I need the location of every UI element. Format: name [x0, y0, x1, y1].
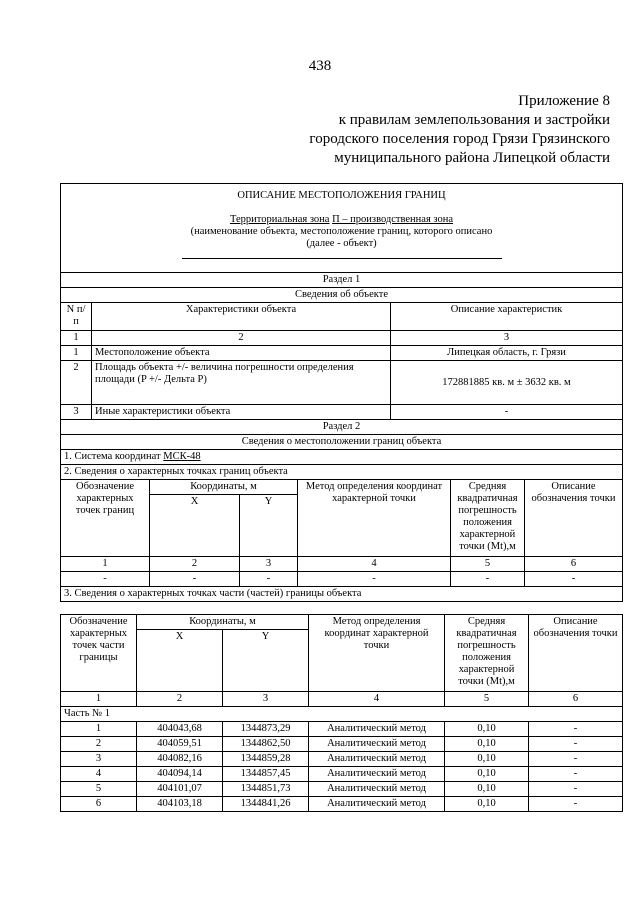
point-error: 0,10 [445, 767, 529, 782]
section1-title: Сведения об объекте [61, 288, 623, 303]
empty-cell: - [298, 572, 451, 587]
col-coords-header: Координаты, м [137, 615, 309, 630]
point-description: - [529, 782, 623, 797]
point-number: 3 [61, 752, 137, 767]
point-method: Аналитический метод [309, 722, 445, 737]
point-method: Аналитический метод [309, 797, 445, 812]
table-row [61, 361, 623, 405]
point-y: 1344859,28 [223, 752, 309, 767]
zone-line [64, 214, 619, 226]
point-number: 5 [61, 782, 137, 797]
point-x: 404059,51 [137, 737, 223, 752]
section2-title: Сведения о местоположении границ объекта [61, 435, 623, 450]
col-num: 5 [451, 557, 525, 572]
characteristic-value: Липецкая область, г. Грязи [391, 346, 623, 361]
point-error: 0,10 [445, 737, 529, 752]
section1-label: Раздел 1 [61, 273, 623, 288]
col-x-header: X [150, 495, 240, 557]
part-label: Часть № 1 [61, 707, 623, 722]
point-number: 1 [61, 722, 137, 737]
col-point-desc-header: Описание обозначения точки [529, 615, 623, 692]
point-x: 404082,16 [137, 752, 223, 767]
col-y-header: Y [223, 630, 309, 692]
coord-system-prefix: 1. Система координат [64, 451, 161, 462]
point-error: 0,10 [445, 722, 529, 737]
row-number: 3 [61, 405, 92, 420]
col-num: 1 [61, 331, 92, 346]
row-number: 1 [61, 346, 92, 361]
point-number: 6 [61, 797, 137, 812]
point-method: Аналитический метод [309, 752, 445, 767]
col-num: 1 [61, 692, 137, 707]
col-num: 1 [61, 557, 150, 572]
table-row [61, 346, 623, 361]
col-point-desc-header: Описание обозначения точки [525, 480, 623, 557]
zone-name: П – производственная зона [332, 214, 454, 225]
document-title: ОПИСАНИЕ МЕСТОПОЛОЖЕНИЯ ГРАНИЦ [237, 190, 446, 201]
col-characteristic-header: Характеристики объекта [92, 303, 391, 331]
point-number: 4 [61, 767, 137, 782]
table-row [61, 767, 623, 782]
empty-cell: - [525, 572, 623, 587]
point-description: - [529, 737, 623, 752]
point-description: - [529, 797, 623, 812]
col-num: 6 [525, 557, 623, 572]
parts-points-table [60, 614, 623, 812]
parts-subtitle: 3. Сведения о характерных точках части (частей) границы объекта [61, 587, 623, 602]
col-num: 2 [92, 331, 391, 346]
point-x: 404101,07 [137, 782, 223, 797]
appendix-line: к правилам землепользования и застройки [338, 112, 610, 128]
coord-system-line [61, 450, 623, 465]
col-method-header: Метод определения координат характерной точки [309, 615, 445, 692]
characteristic-value: - [391, 405, 623, 420]
col-num: 5 [445, 692, 529, 707]
col-num: 2 [150, 557, 240, 572]
characteristic-name: Иные характеристики объекта [92, 405, 391, 420]
table-row [61, 782, 623, 797]
underline-divider [182, 258, 502, 259]
empty-cell: - [150, 572, 240, 587]
page-number: 438 [308, 58, 332, 74]
point-description: - [529, 767, 623, 782]
empty-cell: - [451, 572, 525, 587]
col-coords-header: Координаты, м [150, 480, 298, 495]
coord-system-value: МСК-48 [163, 451, 201, 462]
col-designation-header: Обозначение характерных точек части границы [61, 615, 137, 692]
col-error-header: Средняя квадратичная погрешность положения характерной точки (Mt),м [445, 615, 529, 692]
point-error: 0,10 [445, 797, 529, 812]
point-y: 1344873,29 [223, 722, 309, 737]
point-x: 404103,18 [137, 797, 223, 812]
point-error: 0,10 [445, 752, 529, 767]
col-description-header: Описание характеристик [391, 303, 623, 331]
point-error: 0,10 [445, 782, 529, 797]
col-error-header: Средняя квадратичная погрешность положения характерной точки (Mt),м [451, 480, 525, 557]
table-row [61, 405, 623, 420]
col-num: 6 [529, 692, 623, 707]
row-number: 2 [61, 361, 92, 405]
characteristic-name: Местоположение объекта [92, 346, 391, 361]
point-y: 1344857,45 [223, 767, 309, 782]
point-number: 2 [61, 737, 137, 752]
col-num: 3 [240, 557, 298, 572]
point-description: - [529, 722, 623, 737]
point-x: 404094,14 [137, 767, 223, 782]
point-method: Аналитический метод [309, 767, 445, 782]
col-x-header: X [137, 630, 223, 692]
characteristic-name: Площадь объекта +/- величина погрешности определения площади (P +/- Дельта P) [92, 361, 391, 405]
appendix-title: Приложение 8 [518, 93, 610, 109]
col-method-header: Метод определения координат характерной точки [298, 480, 451, 557]
header-subtitle: (далее - объект) [306, 238, 377, 249]
col-num: 3 [391, 331, 623, 346]
col-num: 2 [137, 692, 223, 707]
points-subtitle: 2. Сведения о характерных точках границ объекта [61, 465, 623, 480]
col-num: 3 [223, 692, 309, 707]
point-method: Аналитический метод [309, 782, 445, 797]
point-description: - [529, 752, 623, 767]
document-header [61, 184, 623, 273]
point-y: 1344862,50 [223, 737, 309, 752]
table-row [61, 737, 623, 752]
appendix-line: муниципального района Липецкой области [334, 150, 610, 166]
empty-cell: - [240, 572, 298, 587]
appendix-line: городского поселения город Грязи Грязинского [309, 131, 610, 147]
boundary-description-table [60, 183, 623, 602]
appendix-header [210, 92, 610, 168]
zone-prefix: Территориальная зона [229, 214, 330, 225]
table-row [61, 752, 623, 767]
point-x: 404043,68 [137, 722, 223, 737]
characteristic-value: 172881885 кв. м ± 3632 кв. м [391, 361, 623, 405]
header-subtitle: (наименование объекта, местоположение границ, которого описано [190, 226, 493, 237]
table-row [61, 572, 623, 587]
col-num: 4 [309, 692, 445, 707]
col-num: 4 [298, 557, 451, 572]
col-designation-header: Обозначение характерных точек границ [61, 480, 150, 557]
empty-cell: - [61, 572, 150, 587]
col-y-header: Y [240, 495, 298, 557]
table-row [61, 797, 623, 812]
point-y: 1344851,73 [223, 782, 309, 797]
table-row [61, 722, 623, 737]
section2-label: Раздел 2 [61, 420, 623, 435]
point-y: 1344841,26 [223, 797, 309, 812]
point-method: Аналитический метод [309, 737, 445, 752]
col-n-header: N п/п [61, 303, 92, 331]
